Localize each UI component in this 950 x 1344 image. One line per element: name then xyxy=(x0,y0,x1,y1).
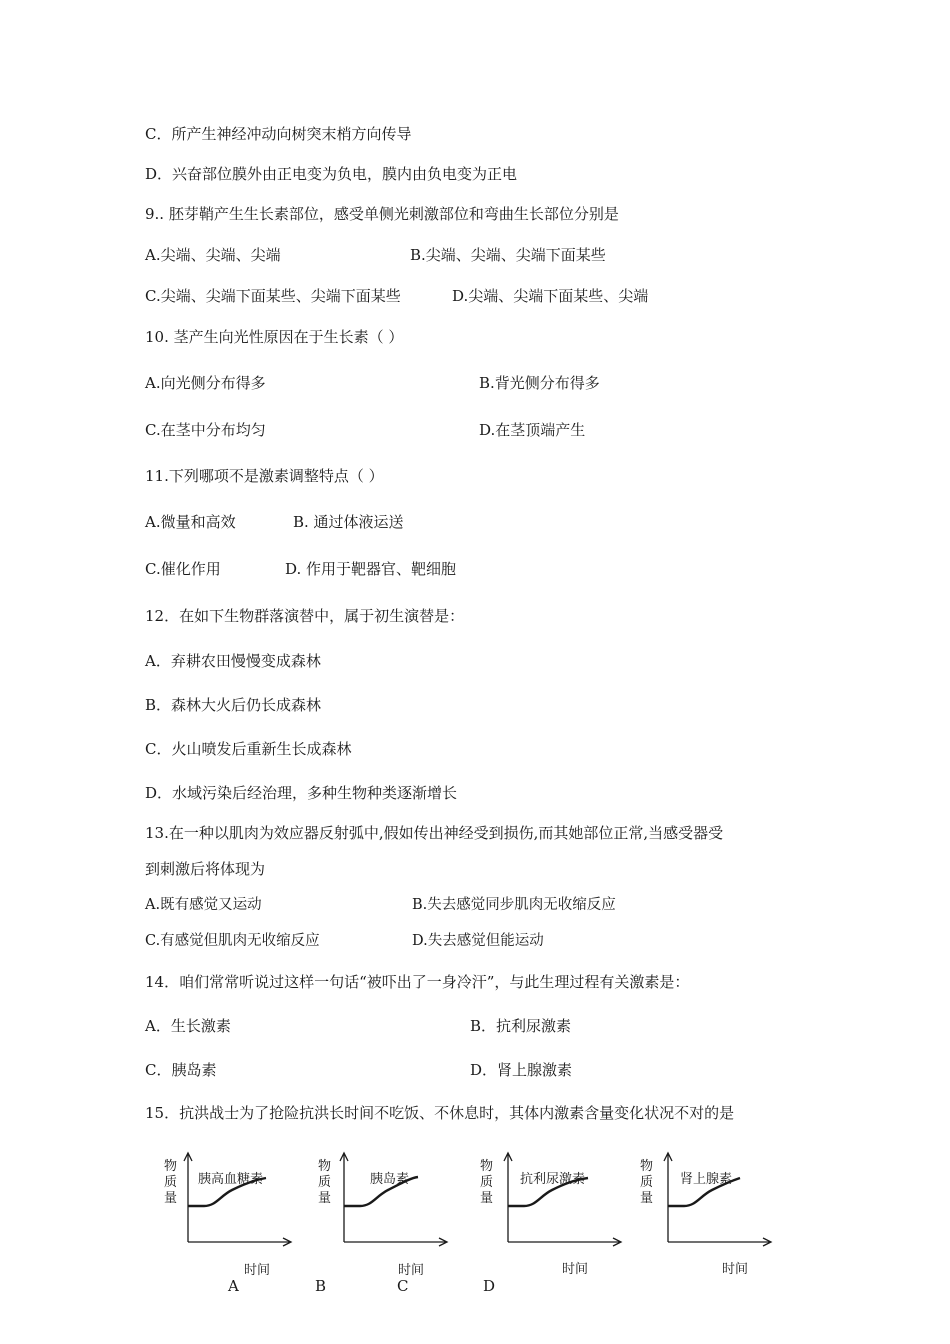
graph-c-ylabel-2: 质 xyxy=(480,1175,494,1190)
graph-d-ylabel-3: 量 xyxy=(640,1191,654,1206)
q9-option-b: B.尖端、尖端、尖端下面某些 xyxy=(410,246,606,264)
graph-d-ylabel-1: 物 xyxy=(640,1159,654,1174)
q12-option-c: C．火山喷发后重新生长成森林 xyxy=(145,740,352,758)
q13-stem-line2: 到刺激后将体现为 xyxy=(145,860,266,878)
q13-option-a: A.既有感觉又运动 xyxy=(145,897,262,913)
q12-option-b: B．森林大火后仍长成森林 xyxy=(145,696,322,714)
q11-option-c: C.催化作用 xyxy=(145,560,221,578)
q8-option-c: C．所产生神经冲动向树突末梢方向传导 xyxy=(145,125,412,143)
graph-option-a: A xyxy=(228,1277,239,1295)
graph-c-xlabel: 时间 xyxy=(562,1262,589,1277)
q10-option-a: A.向光侧分布得多 xyxy=(145,374,266,392)
q10-stem: 10. 茎产生向光性原因在于生长素（ ） xyxy=(145,328,404,346)
q8-option-d: D．兴奋部位膜外由正电变为负电，膜内由负电变为正电 xyxy=(145,165,518,183)
graph-b-hormone-label: 胰岛素 xyxy=(370,1172,410,1187)
q12-option-a: A．弃耕农田慢慢变成森林 xyxy=(145,652,321,670)
graph-option-c: C xyxy=(397,1277,409,1295)
graph-option-b: B xyxy=(315,1277,327,1295)
q10-option-b: B.背光侧分布得多 xyxy=(479,374,600,392)
graph-c xyxy=(480,1150,640,1290)
q13-option-c: C.有感觉但肌肉无收缩反应 xyxy=(145,933,320,949)
graph-b-xlabel: 时间 xyxy=(398,1263,425,1278)
q14-stem: 14．咱们常常听说过这样一句话“被吓出了一身冷汗”，与此生理过程有关激素是： xyxy=(145,973,690,991)
q11-stem: 11.下列哪项不是激素调整特点（ ） xyxy=(145,467,384,485)
q14-option-d: D．肾上腺激素 xyxy=(470,1061,573,1079)
q10-option-d: D.在茎顶端产生 xyxy=(479,421,586,439)
graph-b xyxy=(318,1150,458,1290)
graph-a-ylabel-3: 量 xyxy=(164,1191,178,1206)
graph-d-ylabel-2: 质 xyxy=(640,1175,654,1190)
q11-option-a: A.微量和高效 xyxy=(145,513,236,531)
q15-stem: 15．抗洪战士为了抢险抗洪长时间不吃饭、不休息时，其体内激素含量变化状况不对的是 xyxy=(145,1104,735,1122)
graph-a-xlabel: 时间 xyxy=(244,1263,271,1278)
graph-d-hormone-label: 肾上腺素 xyxy=(680,1172,733,1187)
q10-option-c: C.在茎中分布均匀 xyxy=(145,421,266,439)
q14-option-b: B．抗利尿激素 xyxy=(470,1017,572,1035)
graph-b-ylabel-2: 质 xyxy=(318,1175,332,1190)
q14-option-a: A．生长激素 xyxy=(145,1017,231,1035)
graph-option-d: D xyxy=(483,1277,496,1295)
graph-a-ylabel-2: 质 xyxy=(164,1175,178,1190)
graph-a-ylabel-1: 物 xyxy=(164,1159,178,1174)
q14-option-c: C．胰岛素 xyxy=(145,1061,217,1079)
q13-option-b: B.失去感觉同步肌肉无收缩反应 xyxy=(412,897,616,913)
graph-d-xlabel: 时间 xyxy=(722,1262,749,1277)
q9-option-c: C.尖端、尖端下面某些、尖端下面某些 xyxy=(145,287,401,305)
graph-c-hormone-label: 抗利尿激素 xyxy=(520,1172,586,1187)
graph-b-ylabel-3: 量 xyxy=(318,1191,332,1206)
graph-b-ylabel-1: 物 xyxy=(318,1159,332,1174)
q12-stem: 12．在如下生物群落演替中，属于初生演替是： xyxy=(145,607,465,625)
q13-option-d: D.失去感觉但能运动 xyxy=(412,933,544,949)
q11-option-d: D. 作用于靶器官、靶细胞 xyxy=(285,560,457,578)
q11-option-b: B. 通过体液运送 xyxy=(293,513,404,531)
graph-a-hormone-label: 胰高血糖素 xyxy=(198,1172,264,1187)
q9-option-d: D.尖端、尖端下面某些、尖端 xyxy=(452,287,649,305)
graph-a xyxy=(160,1150,300,1290)
q9-stem: 9.. 胚芽鞘产生生长素部位，感受单侧光刺激部位和弯曲生长部位分别是 xyxy=(145,205,619,223)
graph-c-ylabel-1: 物 xyxy=(480,1159,494,1174)
graph-c-ylabel-3: 量 xyxy=(480,1191,494,1206)
graph-d xyxy=(640,1150,800,1290)
q12-option-d: D．水域污染后经治理，多种生物种类逐渐增长 xyxy=(145,784,458,802)
q9-option-a: A.尖端、尖端、尖端 xyxy=(145,246,281,264)
q13-stem-line1: 13.在一种以肌肉为效应器反射弧中,假如传出神经受到损伤,而其她部位正常,当感受器受 xyxy=(145,824,724,842)
